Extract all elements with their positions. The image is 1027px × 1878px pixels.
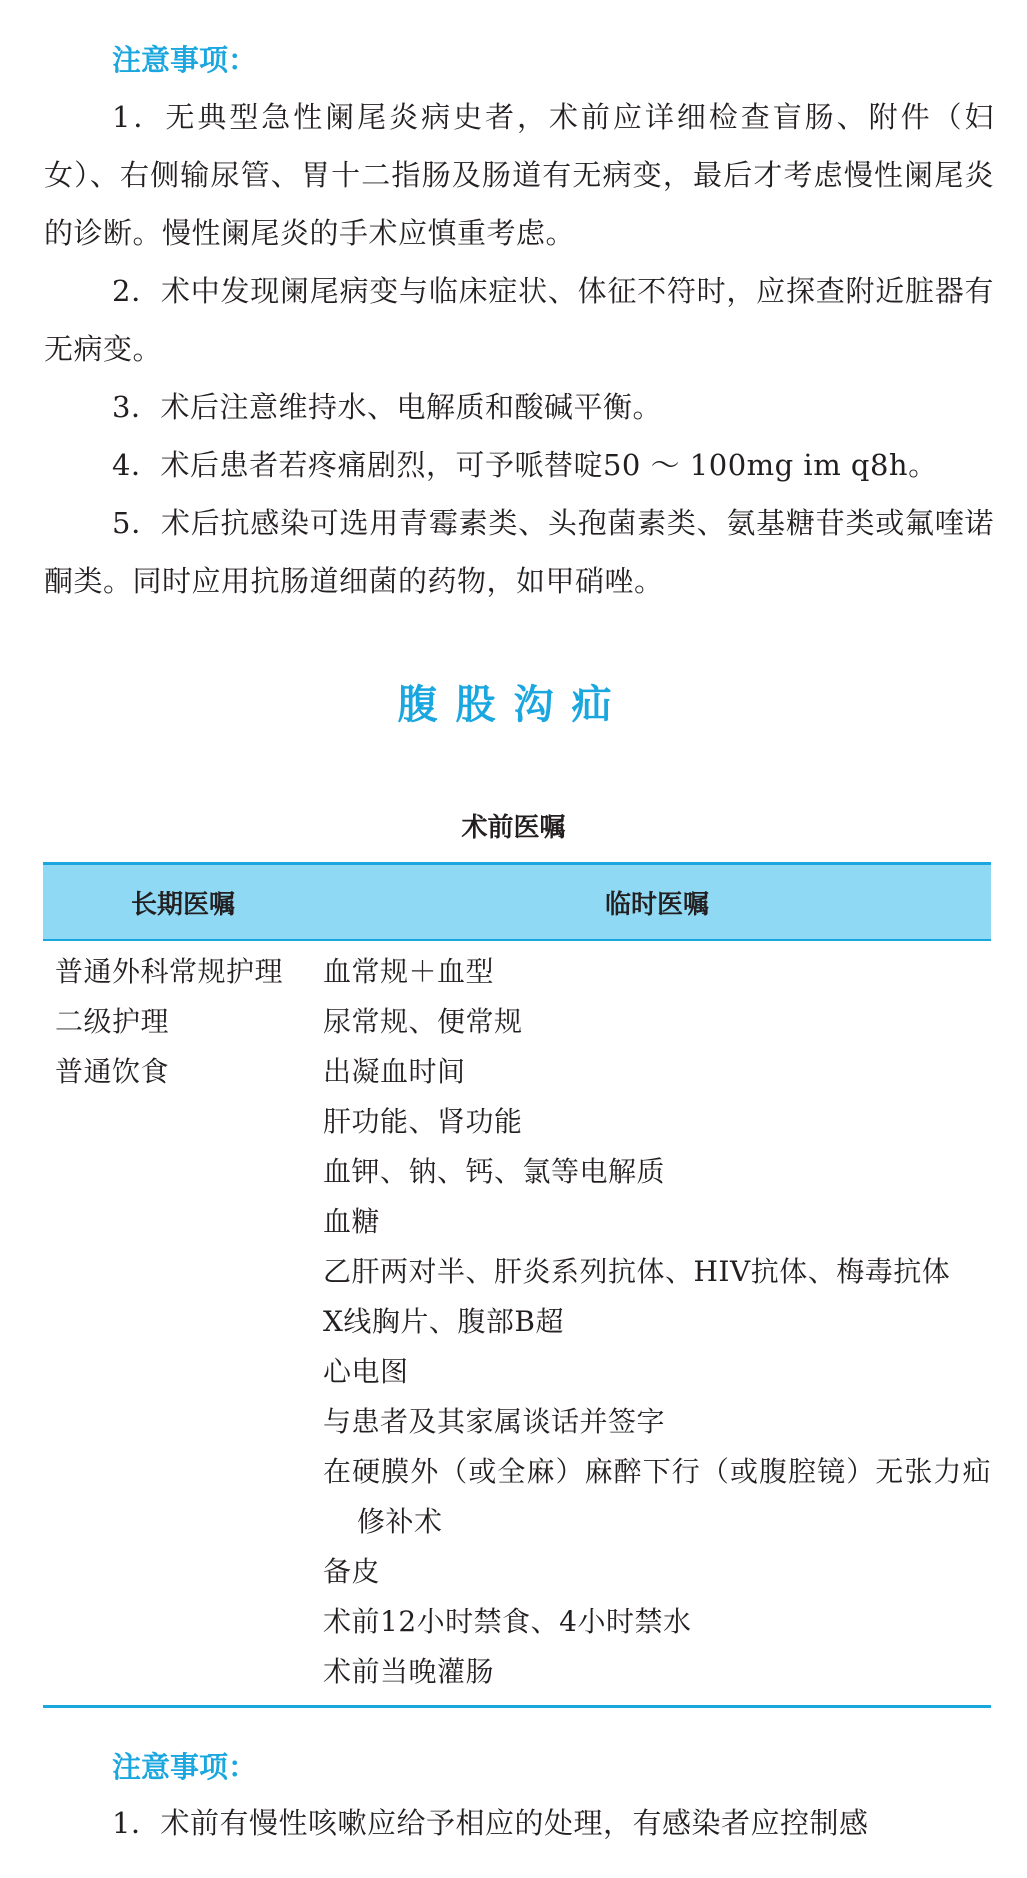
list-item: 尿常规、便常规 (323, 1005, 523, 1038)
note-number: 1． (112, 100, 166, 134)
note-text: 术后注意维持水、电解质和酸碱平衡。 (160, 390, 662, 424)
note-text: 术中发现阑尾病变与临床症状、体征不符时，应探查附近脏器有无病变。 (44, 274, 994, 366)
note-text: 术后抗感染可选用青霉素类、头孢菌素类、氨基糖苷类或氟喹诺酮类。同时应用抗肠道细菌的药物，如甲硝唑。 (44, 506, 994, 598)
section-title: 腹股沟疝 (397, 682, 630, 728)
orders-table (43, 862, 991, 1708)
note-item (44, 88, 994, 262)
footer-notes-list (44, 1794, 994, 1852)
notes-heading: 注意事项： (112, 43, 258, 77)
list-item: 在硬膜外（或全麻）麻醉下行（或腹腔镜）无张力疝修补术 (323, 1455, 991, 1538)
long-term-column (43, 940, 323, 1707)
note-number: 2． (112, 274, 161, 308)
list-item: 血糖 (323, 1205, 381, 1238)
header-temporary: 临时医嘱 (604, 889, 709, 920)
note-item (44, 378, 994, 436)
list-item: 术前12小时禁食、4小时禁水 (323, 1605, 692, 1638)
list-item: 术前当晚灌肠 (323, 1655, 495, 1688)
list-item: 备皮 (323, 1555, 381, 1588)
list-item: 普通饮食 (55, 1055, 170, 1088)
note-number: 5． (112, 506, 161, 540)
note-text: 术后患者若疼痛剧烈，可予哌替啶50 ～ 100mg im q8h。 (160, 448, 938, 482)
list-item: 血钾、钠、钙、氯等电解质 (323, 1155, 666, 1188)
temporary-column (323, 940, 991, 1707)
table-header (43, 864, 991, 941)
note-item (44, 1794, 994, 1852)
note-number: 4． (112, 448, 161, 482)
table-row (43, 940, 991, 1707)
note-item (44, 436, 994, 494)
list-item: 心电图 (323, 1355, 409, 1388)
note-number: 1． (112, 1806, 161, 1840)
table-caption: 术前医嘱 (461, 813, 566, 843)
list-item: X线胸片、腹部B超 (323, 1305, 565, 1338)
list-item: 血常规＋血型 (323, 955, 495, 988)
note-item (44, 262, 994, 378)
list-item: 普通外科常规护理 (55, 955, 284, 988)
list-item: 二级护理 (55, 1005, 170, 1038)
table-header-row (43, 864, 991, 941)
table-body (43, 940, 991, 1707)
list-item: 出凝血时间 (323, 1055, 466, 1088)
list-item: 肝功能、肾功能 (323, 1105, 523, 1138)
note-item (44, 494, 994, 610)
header-long-term: 长期医嘱 (130, 889, 235, 920)
note-text: 无典型急性阑尾炎病史者，术前应详细检查盲肠、附件（妇女）、右侧输尿管、胃十二指肠及肠道有无病变，最后才考虑慢性阑尾炎的诊断。慢性阑尾炎的手术应慎重考虑。 (44, 100, 994, 250)
footer-notes-heading: 注意事项： (112, 1750, 258, 1784)
notes-list (44, 88, 994, 610)
list-item: 乙肝两对半、肝炎系列抗体、HIV抗体、梅毒抗体 (323, 1255, 951, 1288)
note-number: 3． (112, 390, 161, 424)
list-item: 与患者及其家属谈话并签字 (323, 1405, 666, 1438)
note-text: 术前有慢性咳嗽应给予相应的处理，有感染者应控制感 (160, 1806, 869, 1840)
